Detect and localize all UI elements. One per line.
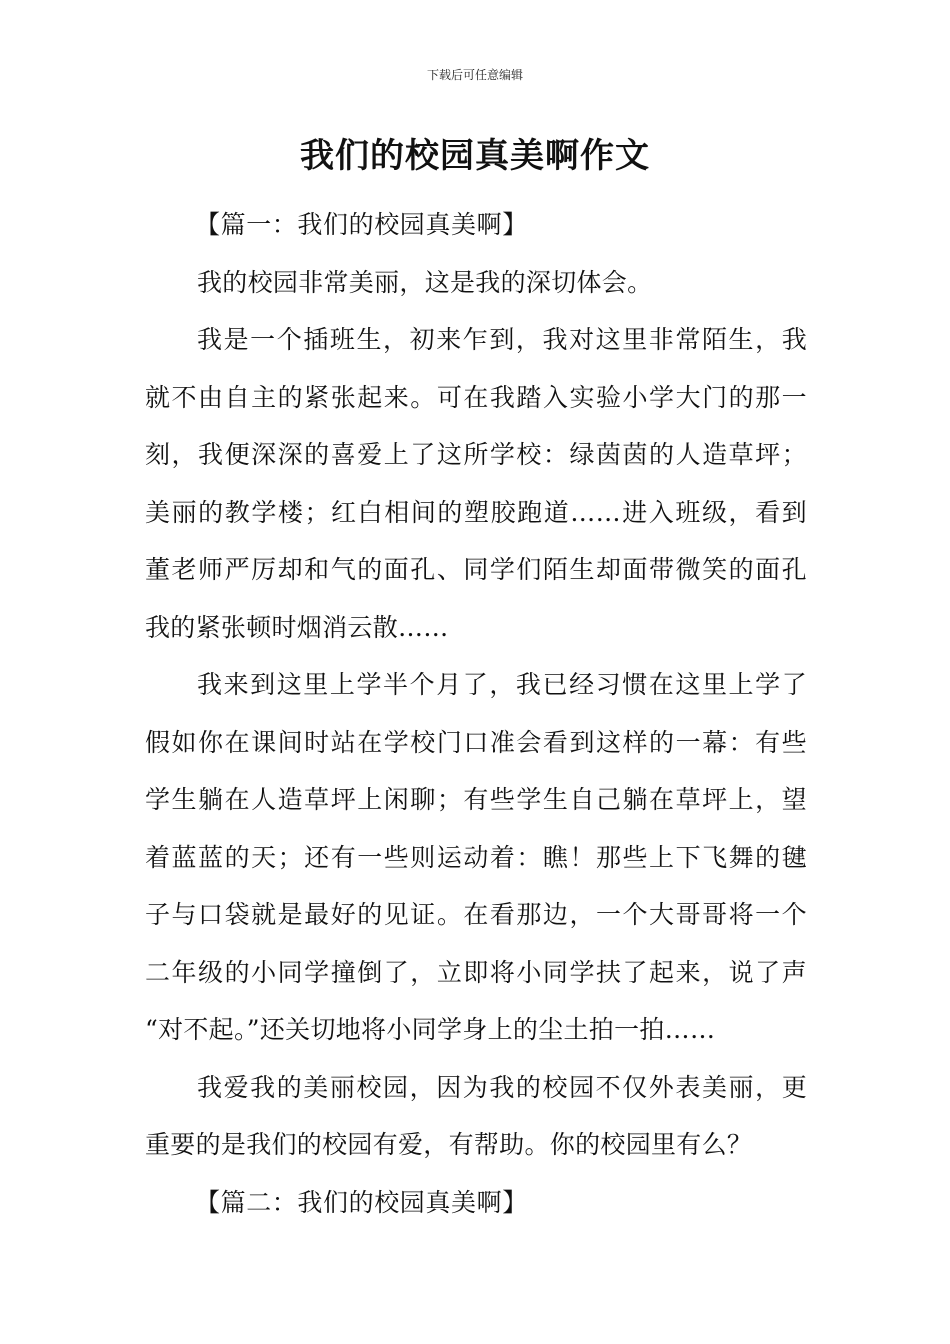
section-heading-2: 【篇二：我们的校园真美啊】 bbox=[195, 1187, 528, 1217]
paragraph bbox=[145, 254, 807, 312]
paragraph-line: 重要的是我们的校园有爱，有帮助。你的校园里有么？ bbox=[145, 1130, 753, 1159]
paragraph-line: 美丽的教学楼；红白相间的塑胶跑道……进入班级，看到 bbox=[145, 497, 807, 527]
paragraph-line: 就不由自主的紧张起来。可在我踏入实验小学大门的那一 bbox=[145, 382, 807, 412]
paragraph bbox=[145, 1059, 807, 1174]
paragraph-line: 着蓝蓝的天；还有一些则运动着：瞧！那些上下飞舞的毽 bbox=[145, 842, 807, 872]
paragraph-line: 二年级的小同学撞倒了，立即将小同学扶了起来，说了声 bbox=[145, 957, 807, 987]
paragraph-line: 子与口袋就是最好的见证。在看那边，一个大哥哥将一个 bbox=[145, 900, 807, 929]
document-body bbox=[145, 196, 807, 1231]
section-heading-1: 【篇一：我们的校园真美啊】 bbox=[195, 210, 528, 239]
paragraph bbox=[145, 311, 807, 656]
paragraph-line: 我是一个插班生，初来乍到，我对这里非常陌生，我 bbox=[197, 325, 807, 354]
paragraph-line: 学生躺在人造草坪上闲聊；有些学生自己躺在草坪上，望 bbox=[145, 785, 807, 814]
paragraph-line: 刻，我便深深的喜爱上了这所学校：绿茵茵的人造草坪； bbox=[145, 440, 807, 469]
paragraph-line: 我的校园非常美丽，这是我的深切体会。 bbox=[197, 267, 653, 297]
paragraph bbox=[145, 656, 807, 1059]
paragraph-line: 我爱我的美丽校园，因为我的校园不仅外表美丽，更 bbox=[197, 1072, 807, 1102]
paragraph-line: 我的紧张顿时烟消云散…… bbox=[145, 612, 449, 642]
paragraph-line: 我来到这里上学半个月了，我已经习惯在这里上学了 bbox=[197, 670, 807, 699]
paragraph-line: 董老师严厉却和气的面孔、同学们陌生却面带微笑的面孔 bbox=[145, 555, 807, 584]
header-note: 下载后可任意编辑 bbox=[426, 68, 523, 82]
paragraph-line: 假如你在课间时站在学校门口准会看到这样的一幕：有些 bbox=[145, 727, 807, 757]
paragraph-line: “对不起。”还关切地将小同学身上的尘土拍一拍…… bbox=[145, 1015, 716, 1044]
document-title: 我们的校园真美啊作文 bbox=[300, 136, 650, 176]
